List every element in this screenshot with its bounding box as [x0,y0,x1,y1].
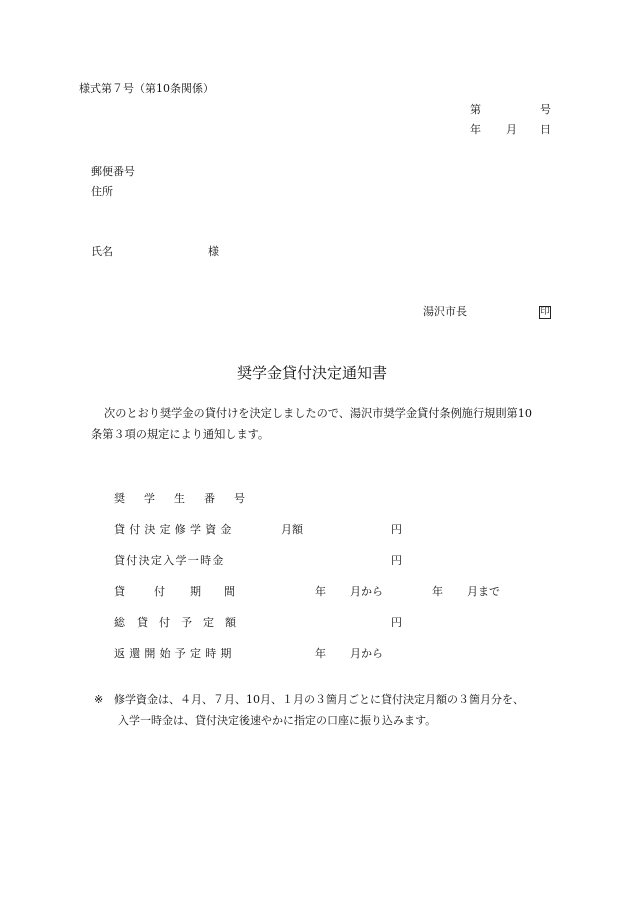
total-char: 貸 [137,616,148,629]
total-char: 総 [114,616,125,629]
honorific: 様 [208,245,219,258]
note-line-1: 修学資金は、４月、７月、10月、１月の３箇月ごとに貸付決定月額の３箇月分を、 [114,693,524,706]
name-label: 氏名 [91,245,113,258]
date-year: 年 [470,123,481,136]
repayment-label: 返還開始予定時期 [114,647,236,660]
period-year-1: 年 [315,585,326,598]
seal-mark [539,305,551,319]
period-char: 間 [224,585,235,598]
mayor-label: 湯沢市長 [423,305,467,318]
student-number-char: 生 [174,492,185,505]
number-suffix: 号 [540,103,551,116]
repayment-month-from: 月から [350,647,383,660]
repayment-year: 年 [315,647,326,660]
period-month-from: 月から [350,585,383,598]
date-month: 月 [506,123,517,136]
body-line-2: 条第３項の規定により通知します。 [91,428,270,441]
postal-code-label: 郵便番号 [91,165,135,178]
note-line-2: 入学一時金は、貸付決定後速やかに指定の口座に振り込みます。 [118,714,437,727]
form-label: 様式第７号（第10条関係） [79,82,214,95]
tuition-unit: 円 [391,523,402,536]
tuition-monthly-label: 月額 [281,523,303,536]
period-year-2: 年 [432,585,443,598]
total-char: 定 [203,616,214,629]
enrollment-unit: 円 [391,554,402,567]
date-day: 日 [540,123,551,136]
total-char: 額 [225,616,236,629]
total-unit: 円 [391,616,402,629]
total-char: 付 [159,616,170,629]
student-number-char: 学 [144,492,155,505]
total-char: 予 [181,616,192,629]
number-prefix: 第 [470,103,481,116]
address-label: 住所 [91,185,113,198]
period-month-to: 月まで [467,585,500,598]
student-number-char: 番 [204,492,215,505]
period-char: 貸 [114,585,125,598]
period-char: 期 [190,585,201,598]
period-char: 付 [154,585,165,598]
body-line-1: 次のとおり奨学金の貸付けを決定しましたので、湯沢市奨学金貸付条例施行規則第10 [104,407,532,420]
student-number-char: 号 [234,492,245,505]
document-title: 奨学金貸付決定通知書 [237,364,388,382]
tuition-label: 貸付決定修学資金 [114,523,236,536]
enrollment-label: 貸付決定入学一時金 [114,554,225,567]
note-mark: ※ [94,693,104,706]
seal-char: 印 [540,307,550,317]
student-number-char: 奨 [114,492,125,505]
